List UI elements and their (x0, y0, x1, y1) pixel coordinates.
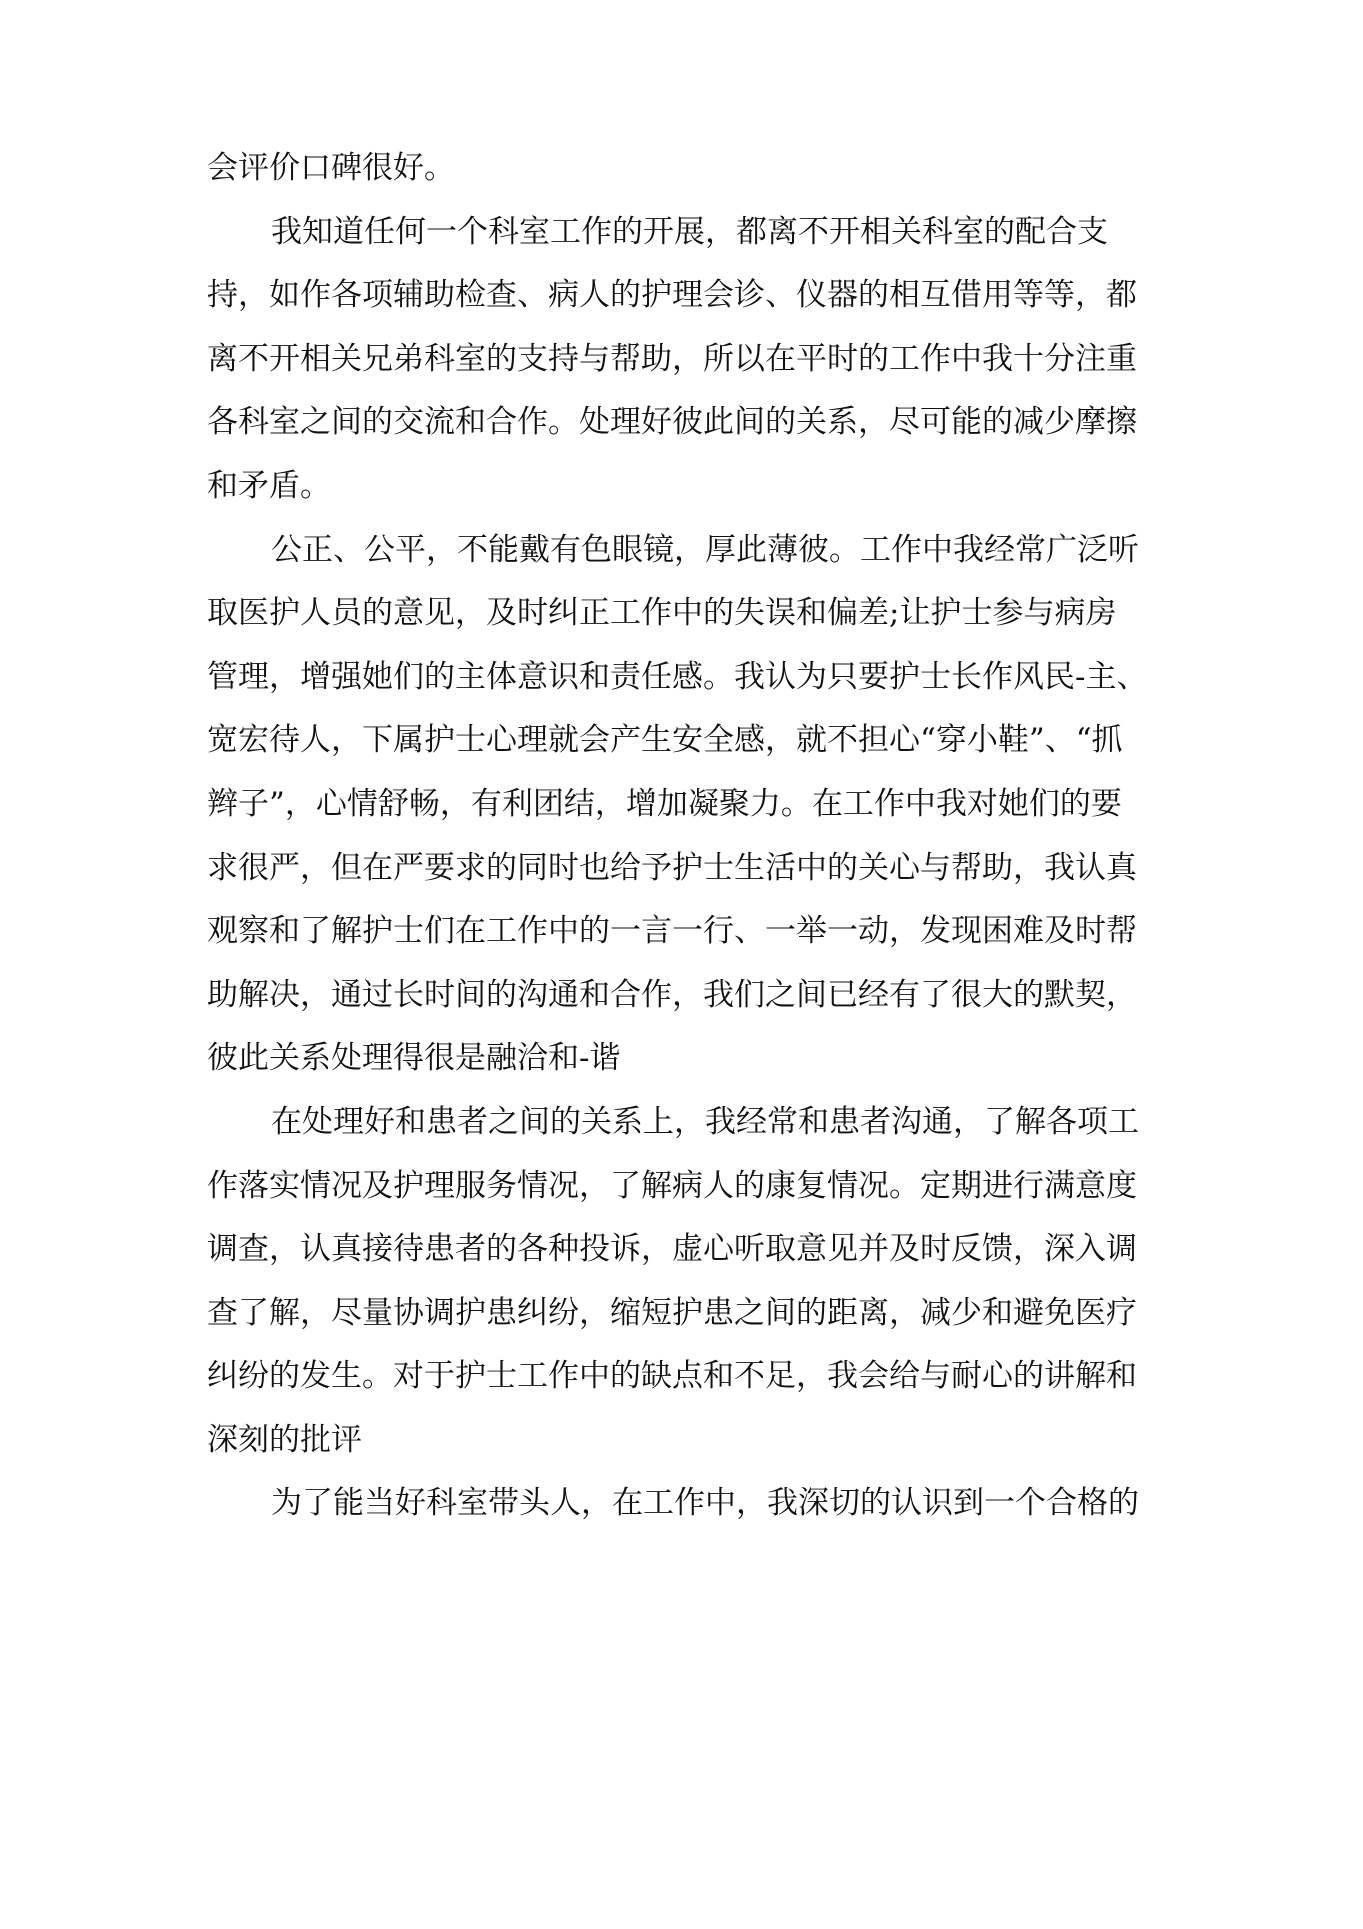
text-line: 观察和了解护士们在工作中的一言一行、一举一动，发现困难及时帮 (207, 913, 1137, 950)
text-line: 辫子”，心情舒畅，有利团结，增加凝聚力。在工作中我对她们的要 (207, 785, 1122, 822)
text-line: 深刻的批评 (207, 1421, 362, 1458)
paragraph-1 (207, 137, 1177, 201)
text-line: 公正、公平，不能戴有色眼镜，厚此薄彼。工作中我经常广泛听 (271, 531, 1139, 568)
text-line: 取医护人员的意见，及时纠正工作中的失误和偏差;让护士参与病房 (207, 595, 1117, 632)
text-line: 作落实情况及护理服务情况，了解病人的康复情况。定期进行满意度 (207, 1167, 1137, 1204)
text-line: 彼此关系处理得很是融洽和-谐 (207, 1040, 621, 1077)
document-body (207, 137, 1177, 1536)
text-line: 求很严，但在严要求的同时也给予护士生活中的关心与帮助，我认真 (207, 849, 1137, 886)
text-line: 和矛盾。 (207, 467, 331, 504)
text-line: 在处理好和患者之间的关系上，我经常和患者沟通，了解各项工 (271, 1103, 1139, 1140)
paragraph-5 (207, 1472, 1177, 1536)
paragraph-3 (207, 519, 1177, 1091)
text-line: 管理，增强她们的主体意识和责任感。我认为只要护士长作风民-主、 (207, 658, 1148, 695)
text-line: 离不开相关兄弟科室的支持与帮助，所以在平时的工作中我十分注重 (207, 340, 1137, 377)
text-line: 会评价口碑很好。 (207, 150, 455, 186)
text-line: 为了能当好科室带头人，在工作中，我深切的认识到一个合格的 (271, 1485, 1139, 1522)
text-line: 各科室之间的交流和合作。处理好彼此间的关系，尽可能的减少摩擦 (207, 404, 1137, 441)
text-line: 持，如作各项辅助检查、病人的护理会诊、仪器的相互借用等等，都 (207, 277, 1137, 314)
text-line: 调查，认真接待患者的各种投诉，虚心听取意见并及时反馈，深入调 (207, 1231, 1137, 1268)
text-line: 查了解，尽量协调护患纠纷，缩短护患之间的距离，减少和避免医疗 (207, 1294, 1137, 1331)
text-line: 我知道任何一个科室工作的开展，都离不开相关科室的配合支 (271, 213, 1108, 250)
text-line: 纠纷的发生。对于护士工作中的缺点和不足，我会给与耐心的讲解和 (207, 1358, 1137, 1395)
paragraph-2 (207, 201, 1177, 519)
text-line: 助解决，通过长时间的沟通和合作，我们之间已经有了很大的默契， (207, 976, 1137, 1013)
paragraph-4 (207, 1091, 1177, 1473)
text-line: 宽宏待人，下属护士心理就会产生安全感，就不担心“穿小鞋”、“抓 (207, 722, 1123, 759)
